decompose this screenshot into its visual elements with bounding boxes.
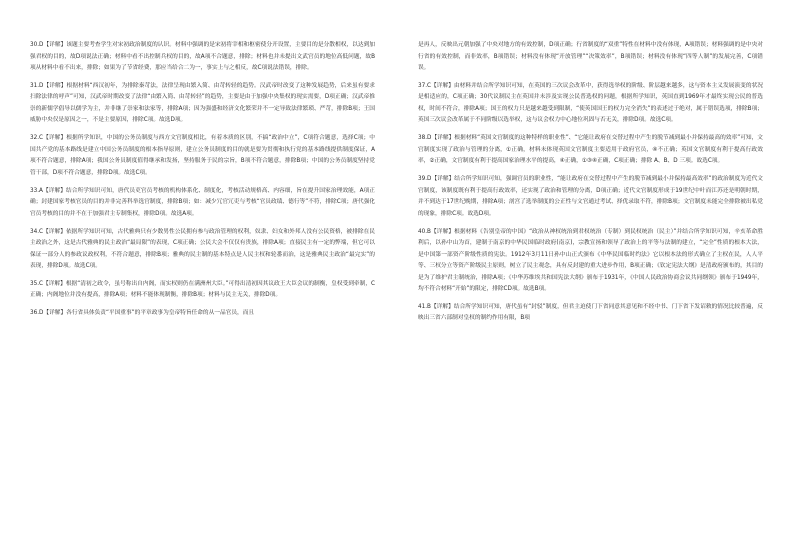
explanation-text: C【详解】依据所学知识可知，古代雅典只有少数男性公民拥有参与政治管理的权利，奴隶、妇女和外邦人没有公民资格，被排除在民主政治之外，这是古代雅典的民主政治“最局限”的表现，C项正确；公民大会不仅仅有贵族，排除A项；直接民主有一定的弊端，但它可以保证一部分人的参政议政权利，不符合题意，排除B项；雅典的民主制的基本特点是人民主权和轮番而治，这是雅典民主政治“最完实”的表现，排除D项。故选C项。 — [30, 228, 375, 270]
explanation-text: D【详解】该题主要考查学生对宋初政治制度的认识。材料中强调的是宋初将宰相和枢密使分开设置，主要目的是分散相权，以达到加强君权的目的，故D项说法正确；材料中看不出控制兵权的目的，故A项不合题意，排除；材料也并未提出文武官员的地位高低问题，故B项从材料中看不出来，排除；如果为了节省经费，那应当给合二为一，事实上与之相反，故C项说法错误，排除。 — [30, 42, 375, 71]
answer-explanation — [418, 81, 763, 127]
question-number: 38. — [418, 135, 428, 142]
question-number: 36. — [30, 310, 40, 317]
answer-explanation — [30, 186, 375, 221]
answer-explanation — [418, 40, 763, 75]
answer-explanation — [418, 227, 763, 296]
question-number: 35. — [30, 280, 40, 287]
question-number: 40. — [418, 228, 428, 235]
answer-explanation — [30, 308, 375, 320]
question-number: 39. — [418, 176, 428, 183]
explanation-text: B【详解】根据材料《告别皇帝的中国》“政治从神权统治到君权统治（专制）到民权统治（民主）”并结合所学知识可知，辛亥革命胜利后，以孙中山为首，建制于南京的中华民国临时政府(南京)，宗教宣扬和领导了政治上的平等与法制的建立，“完全”性质的根本大法，是中国第一部资产阶级性质的宪法。1912年3月11日孙中山正式颁布《中华民国临时约法》它以根本法的形式确立了主权在民，人人平等、三权分立等资产阶级民主原则，树立了民主观念，具有反封建的重大进步作用，B项正确；《钦定宪法大纲》是清政府颁布的，其目的是为了维护君主制统治，排除A项；《中华苏维埃共和国宪法大纲》颁布于1931年，《中国人民政治协商会议共同纲领》颁布于1949年，均不符合材料“开始”的限定，排除CD项。故选B项。 — [418, 228, 763, 293]
explanation-text: D【详解】结合所学知识可知，强调官员的职业性，“能让政府在交替过程中产生的脱节减到最小并保持最高效率”的政治制度为近代文官制度，该制度既有利于提高行政效率，还实现了政治和管理的分离，D项正确；近代文官制度形成于19世纪中叶而江苏还是明朝时期，并不到达于17世纪晚期，排除A项；剖宫了选举制度的公正性与文官通过考试、择优录取不符，排除B项；文官制度未能完全排除被出私党的现象，排除C项。故选D项。 — [418, 176, 763, 217]
question-number: 30. — [30, 42, 40, 48]
explanation-text: C【详解】根据所学知识，中国的公务员制度与西方文官制度相比，有着本质的区别，不搞“政治中立”，C项符合题意，选择C项；中国共产党的基本路线是建立中国公务员制度的根本指导原则，建立公务员制度的目的就是要为贯彻和执行党的基本路线提供制度保证，A项不符合题意，排除A项；我国公务员制度值得继承和发扬，坚持服务于民的宗旨，B项不符合题意，排除B项；中国的公务员制度坚持党管干部，D项不符合题意，排除D项。故选C项。 — [30, 135, 375, 176]
answer-explanation — [30, 227, 375, 273]
explanation-text: C【详解】由材料并结合所学知识可知，在英国的三次议会改革中，获得选举权的阶级、阶层越来越多，这与资本主义发展演变的状况是相适应的，C项正确；30代议制民主在英国并未涉及实现公民普选权的问题，根据所学知识，英国直到1969年才最终实现公民的普选权，时间不符合，排除A项；国王的权力只是越来越受到限制，“使英国国王的权力完全消失”的表述过于绝对，属于错误选项，排除B项；英国三次议会改革属于不同阶级以选举权，这与议会权力中心地位巩固与否无关，排除D项。故选C项。 — [418, 82, 763, 124]
answer-explanation — [30, 81, 375, 127]
explanation-text: D【详解】根据材料“西汉初年，为排除秦苛法，法律呈现由繁入简、由苛转轻的趋势。汉武帝时改变了这种发展趋势，后来虽有要求扫除法律的呼声”可知，汉武帝时期改变了法律“由繁入简、由苛转轻”的趋势，主要是由于加强中央集权的现实需要，D项正确；汉武帝推崇的新儒学倡导以儒学为主，并非继了崇家和法家等，排除A项；因为强盛和经济文化繁荣并不一定导致法律繁琐、严苛，排除B项；王国威胁中央仅是原因之一，不是主要原因，排除C项。故选D项。 — [30, 82, 375, 124]
explanation-text: C【详解】根据“清初之政令，虽号称出自内阁，而实权则仍在满洲州大臣。”可得出清初因其议政王大臣会议的制衡，皇权受到牵制，C正确；内阁地位并没有提高，排除A项；材料不能体现制衡，排除B项；材料与民主无关，排除D项。 — [30, 280, 375, 299]
answer-explanation — [418, 133, 763, 168]
question-number: 34. — [30, 228, 40, 235]
question-number: 32. — [30, 135, 40, 142]
explanation-text: 是再人，反映出元朝加强了中央对地方的有效控制，D项正确；行省制度的“双重”特性在材料中没有体现，A项错误；材料强调的是中央对行省的有效控制，而非效率，B项错误；材料没有体现“开放管理”“决策效率”，B项错误；材料没有体现“四等人制”的发展完善，C项错误。 — [418, 42, 763, 71]
question-number: 41. — [418, 303, 428, 310]
question-number: 33. — [30, 187, 40, 194]
explanation-text: D【详解】根据材料“英国文官制度的这种特样的职业性”、“它能让政府在交替过程中产生的脱节减到最小并保持最高的效率”可知，文官制度实现了政治与管理的分离，①正确，材料未体现英国文官制度主要适用于政府官员，④不正确；英国文官制度有利于提高行政效率，②正确，文官制度有利于提高国家治理水平的提高，④正确，①③④正确，C项正确；排除 A、B、D 三项。故选C项。 — [418, 135, 763, 165]
answer-explanation — [30, 133, 375, 179]
answer-explanation — [30, 40, 375, 75]
answer-explanation — [418, 302, 763, 325]
left-column — [30, 40, 375, 326]
answer-explanation — [418, 174, 763, 220]
explanation-text: A【详解】结合所学知识可知，唐代员吏官员考核的机构体系化、制度化，考核活动规格高、内容细，旨在提升国家治理效能，A项正确；封建国家考核官员的目的并非完善科举选官制度，排除B项；如：减少冗官冗吏与考核“官员政绩、德行等”不符，排除C项；唐代强化官员考核的目的并不在于加强君主专制集权，排除D项。故选A项。 — [30, 187, 375, 217]
right-column — [418, 40, 763, 331]
answer-explanation — [30, 279, 375, 302]
question-number: 31. — [30, 82, 40, 89]
question-number: 37. — [418, 82, 428, 89]
explanation-text: D【详解】各行省具体负责“平国重事”的平章政事为皇帝特旨任命的从一品官员，而且 — [39, 310, 255, 317]
explanation-text: B【详解】结合所学知识可知，唐代虽有“封驳”制度，但君主迫使门下省同意其意见和不经中书、门下省下发诏敕的情况比较普遍，反映出三省六部制对皇权的制约作用有限，B项 — [418, 303, 763, 322]
